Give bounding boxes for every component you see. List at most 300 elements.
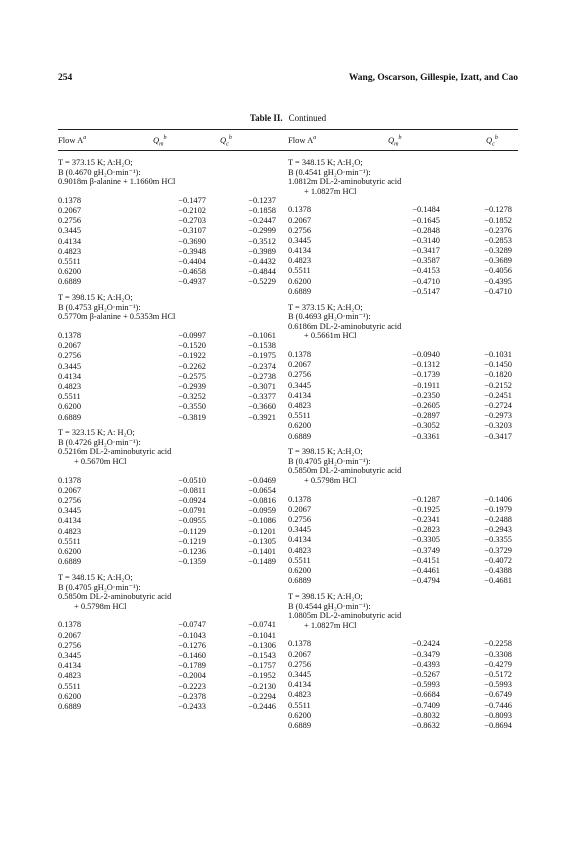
table-row bbox=[58, 351, 276, 361]
qc-cell: −0.4056 bbox=[484, 266, 512, 276]
table-row bbox=[288, 350, 512, 360]
qm-cell: −0.0997 bbox=[178, 331, 206, 341]
flow-cell: 0.2756 bbox=[58, 496, 82, 506]
qm-cell: −0.4461 bbox=[412, 566, 440, 576]
table-row bbox=[58, 412, 276, 422]
qm-cell: −0.4658 bbox=[178, 267, 206, 277]
qc-cell: −0.2130 bbox=[248, 681, 276, 691]
table-row bbox=[58, 630, 276, 640]
table-row bbox=[58, 537, 276, 547]
condition-block bbox=[288, 158, 514, 297]
table-row bbox=[58, 402, 276, 412]
header-flow-right: Flow $A^a$ bbox=[288, 135, 317, 145]
qm-cell: −0.2223 bbox=[178, 681, 206, 691]
table-row bbox=[58, 392, 276, 402]
flow-cell: 0.3445 bbox=[58, 226, 82, 236]
qm-cell: −0.3052 bbox=[412, 421, 440, 431]
qc-cell: −0.1031 bbox=[484, 350, 512, 360]
qc-cell: −0.4710 bbox=[484, 286, 512, 296]
data-table bbox=[288, 639, 512, 731]
flow-cell: 0.4823 bbox=[58, 671, 82, 681]
condition-line: 0.9018m β-alanine + 1.1660m HCl bbox=[58, 177, 176, 186]
qc-cell: −0.1975 bbox=[248, 351, 276, 361]
condition-block bbox=[58, 158, 284, 287]
table-row bbox=[288, 215, 512, 225]
flow-cell: 0.1378 bbox=[288, 350, 312, 360]
condition-line: B (0.4753 gH₂O·min⁻¹): bbox=[58, 302, 141, 312]
condition-block bbox=[288, 447, 514, 586]
qc-cell: −0.0741 bbox=[248, 620, 276, 630]
qm-cell: −0.1925 bbox=[412, 504, 440, 514]
flow-cell: 0.4823 bbox=[58, 246, 82, 256]
qm-cell: −0.2378 bbox=[178, 691, 206, 701]
qm-cell: −0.3417 bbox=[412, 246, 440, 256]
qm-cell: −0.1043 bbox=[178, 630, 206, 640]
flow-cell: 0.2067 bbox=[58, 630, 82, 640]
qm-cell: −0.2848 bbox=[412, 225, 440, 235]
flow-cell: 0.2067 bbox=[288, 215, 312, 225]
qm-cell: −0.3690 bbox=[178, 236, 206, 246]
qc-cell: −0.3512 bbox=[248, 236, 276, 246]
table-row bbox=[288, 380, 512, 390]
flow-cell: 0.4823 bbox=[58, 526, 82, 536]
table-row bbox=[288, 556, 512, 566]
qm-cell: −0.3479 bbox=[412, 649, 440, 659]
table-row bbox=[288, 421, 512, 431]
qm-cell: −0.3749 bbox=[412, 545, 440, 555]
condition-line: 0.6186m DL-2-aminobutyric acid bbox=[288, 321, 402, 331]
table-row bbox=[288, 710, 512, 720]
qc-cell: −0.3203 bbox=[484, 421, 512, 431]
table-row bbox=[288, 566, 512, 576]
flow-cell: 0.4134 bbox=[288, 535, 312, 545]
qc-cell: −0.1201 bbox=[248, 526, 276, 536]
table-row bbox=[58, 661, 276, 671]
qc-cell: −0.1858 bbox=[248, 206, 276, 216]
table-row bbox=[288, 205, 512, 215]
qc-cell: −0.3377 bbox=[248, 392, 276, 402]
flow-cell: 0.4134 bbox=[58, 371, 82, 381]
qm-cell: −0.4794 bbox=[412, 576, 440, 586]
table-row bbox=[58, 547, 276, 557]
table-header-row bbox=[58, 135, 518, 147]
condition-line: 0.5770m β-alanine + 0.5353m HCl bbox=[58, 312, 176, 322]
flow-cell: 0.3445 bbox=[58, 361, 82, 371]
condition-line: 1.0805m DL-2-aminobutyric acid bbox=[288, 611, 402, 621]
qm-cell: −0.3550 bbox=[178, 402, 206, 412]
header-qc-right: $Q_c^b$ bbox=[486, 135, 498, 148]
condition-line: + 1.0827m HCl bbox=[304, 620, 357, 630]
qm-cell: −0.1129 bbox=[178, 526, 206, 536]
condition-line: T = 398.15 K; A:H₂O; bbox=[288, 447, 363, 457]
table-caption-label: Table II. bbox=[249, 113, 283, 123]
qc-cell: −0.1278 bbox=[484, 205, 512, 215]
flow-cell: 0.6200 bbox=[58, 267, 82, 277]
flow-cell: 0.2067 bbox=[288, 360, 312, 370]
condition-block bbox=[288, 303, 514, 442]
qc-cell: −0.2999 bbox=[248, 226, 276, 236]
condition-line: B (0.4693 gH₂O·min⁻¹): bbox=[288, 312, 371, 322]
qc-cell: −0.1401 bbox=[248, 547, 276, 557]
condition-line: + 0.5798m HCl bbox=[74, 601, 127, 611]
qm-cell: −0.0924 bbox=[178, 496, 206, 506]
qm-cell: −0.2433 bbox=[178, 701, 206, 711]
table-row bbox=[288, 690, 512, 700]
condition-line: + 0.5670m HCl bbox=[74, 456, 127, 466]
flow-cell: 0.2067 bbox=[58, 485, 82, 495]
qc-cell: −0.6749 bbox=[484, 690, 512, 700]
condition-line: 0.5850m DL-2-aminobutyric acid bbox=[58, 592, 172, 602]
condition-line: B (0.4726 gH₂O·min⁻¹): bbox=[58, 437, 141, 447]
table-row bbox=[58, 475, 276, 485]
flow-cell: 0.6889 bbox=[58, 412, 82, 422]
table-top-rule bbox=[58, 129, 518, 130]
qc-cell: −0.4432 bbox=[248, 256, 276, 266]
qm-cell: −0.8632 bbox=[412, 720, 440, 730]
flow-cell: 0.4134 bbox=[58, 516, 82, 526]
table-row bbox=[58, 341, 276, 351]
condition-line: B (0.4544 gH₂O·min⁻¹): bbox=[288, 601, 371, 611]
qm-cell: −0.2823 bbox=[412, 525, 440, 535]
table-row bbox=[58, 506, 276, 516]
table-row bbox=[58, 206, 276, 216]
condition-line: B (0.4670 gH₂O·min⁻¹): bbox=[58, 167, 141, 177]
table-row bbox=[58, 640, 276, 650]
qc-cell: −0.1450 bbox=[484, 360, 512, 370]
flow-cell: 0.6889 bbox=[288, 576, 312, 586]
table-row bbox=[288, 276, 512, 286]
qm-cell: −0.5147 bbox=[412, 286, 440, 296]
qm-cell: −0.4153 bbox=[412, 266, 440, 276]
header-qc-left: $Q_c^b$ bbox=[220, 135, 232, 148]
table-row bbox=[58, 236, 276, 246]
table-row bbox=[288, 505, 512, 515]
flow-cell: 0.2756 bbox=[288, 659, 312, 669]
table-row bbox=[58, 382, 276, 392]
qm-cell: −0.4937 bbox=[178, 277, 206, 287]
table-row bbox=[288, 401, 512, 411]
qm-cell: −0.4151 bbox=[412, 555, 440, 565]
qc-cell: −0.0469 bbox=[248, 475, 276, 485]
qm-cell: −0.0791 bbox=[178, 506, 206, 516]
qc-cell: −0.2943 bbox=[484, 525, 512, 535]
qm-cell: −0.1477 bbox=[178, 195, 206, 205]
flow-cell: 0.2067 bbox=[288, 504, 312, 514]
qm-cell: −0.2897 bbox=[412, 411, 440, 421]
qc-cell: −0.2488 bbox=[484, 515, 512, 525]
table-row bbox=[58, 267, 276, 277]
qc-cell: −0.2294 bbox=[248, 691, 276, 701]
condition-line: B (0.4705 gH₂O·min⁻¹): bbox=[58, 582, 141, 592]
condition-line: 0.5850m DL-2-aminobutyric acid bbox=[288, 466, 402, 476]
table-row bbox=[288, 721, 512, 731]
flow-cell: 0.5511 bbox=[288, 700, 311, 710]
qc-cell: −0.0654 bbox=[248, 485, 276, 495]
qm-cell: −0.8032 bbox=[412, 710, 440, 720]
flow-cell: 0.6200 bbox=[58, 547, 82, 557]
flow-cell: 0.4134 bbox=[58, 661, 82, 671]
qm-cell: −0.2102 bbox=[178, 206, 206, 216]
qm-cell: −0.3107 bbox=[178, 226, 206, 236]
qm-cell: −0.0955 bbox=[178, 516, 206, 526]
table-row bbox=[288, 246, 512, 256]
flow-cell: 0.5511 bbox=[288, 266, 311, 276]
running-head bbox=[58, 73, 518, 87]
flow-cell: 0.2756 bbox=[58, 640, 82, 650]
qm-cell: −0.1236 bbox=[178, 547, 206, 557]
table-row bbox=[288, 535, 512, 545]
flow-cell: 0.3445 bbox=[58, 650, 82, 660]
condition-line: B (0.4541 gH₂O·min⁻¹): bbox=[288, 167, 371, 177]
table-row bbox=[58, 216, 276, 226]
qc-cell: −0.3989 bbox=[248, 246, 276, 256]
qm-cell: −0.5267 bbox=[412, 669, 440, 679]
condition-line: 1.0812m DL-2-aminobutyric acid bbox=[288, 177, 402, 186]
flow-cell: 0.6200 bbox=[288, 710, 312, 720]
flow-cell: 0.6889 bbox=[288, 720, 312, 730]
qm-cell: −0.2262 bbox=[178, 361, 206, 371]
condition-block bbox=[288, 592, 514, 731]
qc-cell: −0.1406 bbox=[484, 494, 512, 504]
qm-cell: −0.1276 bbox=[178, 640, 206, 650]
header-flow-left: Flow $A^a$ bbox=[58, 135, 87, 145]
flow-cell: 0.1378 bbox=[58, 475, 82, 485]
qm-cell: −0.0811 bbox=[178, 485, 206, 495]
qc-cell: −0.1757 bbox=[248, 661, 276, 671]
qc-cell: −0.0816 bbox=[248, 496, 276, 506]
condition-line: + 1.0827m HCl bbox=[304, 186, 357, 196]
table-header-rule bbox=[58, 150, 518, 151]
data-table bbox=[58, 196, 276, 288]
qc-cell: −0.8093 bbox=[484, 710, 512, 720]
qm-cell: −0.1789 bbox=[178, 661, 206, 671]
qc-cell: −0.4072 bbox=[484, 555, 512, 565]
table-row bbox=[288, 390, 512, 400]
table-row bbox=[58, 257, 276, 267]
header-qm-left: $Q_m^b$ bbox=[153, 135, 167, 148]
qm-cell: −0.2350 bbox=[412, 390, 440, 400]
flow-cell: 0.2756 bbox=[288, 515, 312, 525]
condition-line: T = 373.15 K; A:H₂O; bbox=[58, 158, 133, 167]
flow-cell: 0.4823 bbox=[58, 381, 82, 391]
qc-cell: −0.3071 bbox=[248, 381, 276, 391]
data-table bbox=[58, 620, 276, 712]
table-row bbox=[288, 266, 512, 276]
table-row bbox=[288, 431, 512, 441]
qm-cell: −0.1911 bbox=[412, 380, 440, 390]
qm-cell: −0.3819 bbox=[178, 412, 206, 422]
qm-cell: −0.4393 bbox=[412, 659, 440, 669]
flow-cell: 0.1378 bbox=[288, 494, 312, 504]
qm-cell: −0.2575 bbox=[178, 371, 206, 381]
qc-cell: −0.3660 bbox=[248, 402, 276, 412]
qm-cell: −0.1645 bbox=[412, 215, 440, 225]
table-row bbox=[58, 557, 276, 567]
table-row bbox=[58, 331, 276, 341]
data-table bbox=[288, 350, 512, 442]
qm-cell: −0.1460 bbox=[178, 650, 206, 660]
table-row bbox=[288, 256, 512, 266]
qm-cell: −0.2341 bbox=[412, 515, 440, 525]
header-qm-right: $Q_m^b$ bbox=[388, 135, 402, 148]
flow-cell: 0.4134 bbox=[288, 680, 312, 690]
qc-cell: −0.7446 bbox=[484, 700, 512, 710]
table-row bbox=[58, 691, 276, 701]
qc-cell: −0.2853 bbox=[484, 235, 512, 245]
qc-cell: −0.1820 bbox=[484, 370, 512, 380]
table-row bbox=[288, 659, 512, 669]
qm-cell: −0.0510 bbox=[178, 475, 206, 485]
qc-cell: −0.1305 bbox=[248, 536, 276, 546]
flow-cell: 0.3445 bbox=[288, 525, 312, 535]
flow-cell: 0.4134 bbox=[288, 246, 312, 256]
qc-cell: −0.1538 bbox=[248, 341, 276, 351]
qc-cell: −0.3417 bbox=[484, 431, 512, 441]
qc-cell: −0.1086 bbox=[248, 516, 276, 526]
condition-line: 0.5216m DL-2-aminobutyric acid bbox=[58, 447, 172, 457]
qc-cell: −0.3308 bbox=[484, 649, 512, 659]
flow-cell: 0.4823 bbox=[288, 256, 312, 266]
qm-cell: −0.6684 bbox=[412, 690, 440, 700]
qm-cell: −0.3140 bbox=[412, 235, 440, 245]
qc-cell: −0.4681 bbox=[484, 576, 512, 586]
qc-cell: −0.3921 bbox=[248, 412, 276, 422]
qm-cell: −0.2605 bbox=[412, 400, 440, 410]
table-row bbox=[288, 515, 512, 525]
qc-cell: −0.4844 bbox=[248, 267, 276, 277]
flow-cell: 0.2756 bbox=[58, 216, 82, 226]
table-row bbox=[288, 370, 512, 380]
flow-cell: 0.1378 bbox=[288, 639, 312, 649]
table-row bbox=[288, 680, 512, 690]
qc-cell: −0.2724 bbox=[484, 400, 512, 410]
qm-cell: −0.0747 bbox=[178, 620, 206, 630]
condition-line: + 0.5661m HCl bbox=[304, 331, 357, 341]
qm-cell: −0.1520 bbox=[178, 341, 206, 351]
flow-cell: 0.6889 bbox=[58, 557, 82, 567]
qc-cell: −0.2258 bbox=[484, 639, 512, 649]
qc-cell: −0.2152 bbox=[484, 380, 512, 390]
table-row bbox=[288, 525, 512, 535]
flow-cell: 0.2067 bbox=[58, 206, 82, 216]
qc-cell: −0.1061 bbox=[248, 331, 276, 341]
qm-cell: −0.1484 bbox=[412, 205, 440, 215]
qm-cell: −0.1739 bbox=[412, 370, 440, 380]
qc-cell: −0.1952 bbox=[248, 671, 276, 681]
qm-cell: −0.2703 bbox=[178, 216, 206, 226]
condition-line: T = 398.15 K; A:H₂O; bbox=[288, 592, 363, 602]
table-row bbox=[58, 651, 276, 661]
qm-cell: −0.4710 bbox=[412, 276, 440, 286]
data-table bbox=[58, 475, 276, 567]
qc-cell: −0.3729 bbox=[484, 545, 512, 555]
condition-line: T = 373.15 K; A:H₂O; bbox=[288, 302, 363, 312]
qc-cell: −0.2451 bbox=[484, 390, 512, 400]
flow-cell: 0.2067 bbox=[58, 341, 82, 351]
flow-cell: 0.5511 bbox=[288, 411, 311, 421]
table-row bbox=[58, 681, 276, 691]
flow-cell: 0.3445 bbox=[288, 380, 312, 390]
flow-cell: 0.4134 bbox=[288, 390, 312, 400]
condition-line: T = 398.15 K; A:H₂O; bbox=[58, 293, 133, 303]
flow-cell: 0.5511 bbox=[58, 536, 81, 546]
qc-cell: −0.3289 bbox=[484, 246, 512, 256]
qc-cell: −0.2738 bbox=[248, 371, 276, 381]
table-row bbox=[58, 361, 276, 371]
table-row bbox=[288, 411, 512, 421]
condition-block bbox=[58, 573, 284, 712]
qm-cell: −0.2004 bbox=[178, 671, 206, 681]
qm-cell: −0.1219 bbox=[178, 536, 206, 546]
qm-cell: −0.4404 bbox=[178, 256, 206, 266]
qm-cell: −0.7409 bbox=[412, 700, 440, 710]
table-caption bbox=[0, 113, 576, 123]
qc-cell: −0.1237 bbox=[248, 195, 276, 205]
qc-cell: −0.5172 bbox=[484, 669, 512, 679]
table-row bbox=[288, 576, 512, 586]
flow-cell: 0.4134 bbox=[58, 236, 82, 246]
qc-cell: −0.3689 bbox=[484, 256, 512, 266]
table-row bbox=[288, 225, 512, 235]
condition-line: T = 348.15 K; A:H₂O; bbox=[288, 158, 363, 167]
flow-cell: 0.1378 bbox=[58, 195, 82, 205]
qm-cell: −0.1922 bbox=[178, 351, 206, 361]
condition-block bbox=[58, 428, 284, 567]
qc-cell: −0.2446 bbox=[248, 701, 276, 711]
table-row bbox=[58, 277, 276, 287]
data-table bbox=[288, 494, 512, 586]
qc-cell: −0.4388 bbox=[484, 566, 512, 576]
condition-line: T = 348.15 K; A:H₂O; bbox=[58, 573, 133, 583]
qm-cell: −0.2939 bbox=[178, 381, 206, 391]
flow-cell: 0.2756 bbox=[288, 225, 312, 235]
qc-cell: −0.1543 bbox=[248, 650, 276, 660]
table-row bbox=[288, 700, 512, 710]
qc-cell: −0.1306 bbox=[248, 640, 276, 650]
flow-cell: 0.4823 bbox=[288, 400, 312, 410]
table-caption-text: Continued bbox=[288, 113, 327, 123]
qc-cell: −0.0959 bbox=[248, 506, 276, 516]
table-row bbox=[288, 649, 512, 659]
table-column-right bbox=[288, 158, 514, 737]
flow-cell: 0.2756 bbox=[288, 370, 312, 380]
table-row bbox=[288, 360, 512, 370]
qc-cell: −0.8694 bbox=[484, 720, 512, 730]
condition-line: T = 323.15 K; A: H₂O; bbox=[58, 428, 135, 438]
flow-cell: 0.3445 bbox=[58, 506, 82, 516]
flow-cell: 0.6200 bbox=[288, 276, 312, 286]
table-row bbox=[288, 287, 512, 297]
qc-cell: −0.4279 bbox=[484, 659, 512, 669]
table-row bbox=[288, 236, 512, 246]
flow-cell: 0.1378 bbox=[58, 331, 82, 341]
qc-cell: −0.1979 bbox=[484, 504, 512, 514]
qc-cell: −0.3355 bbox=[484, 535, 512, 545]
table-row bbox=[58, 246, 276, 256]
table-row bbox=[58, 196, 276, 206]
flow-cell: 0.6889 bbox=[288, 286, 312, 296]
qm-cell: −0.3361 bbox=[412, 431, 440, 441]
qc-cell: −0.1852 bbox=[484, 215, 512, 225]
qm-cell: −0.1359 bbox=[178, 557, 206, 567]
table-row bbox=[288, 639, 512, 649]
qc-cell: −0.1489 bbox=[248, 557, 276, 567]
flow-cell: 0.5511 bbox=[58, 256, 81, 266]
data-table bbox=[58, 331, 276, 423]
flow-cell: 0.5511 bbox=[58, 681, 81, 691]
running-head-authors: Wang, Oscarson, Gillespie, Izatt, and Cao bbox=[348, 73, 518, 83]
qc-cell: −0.4395 bbox=[484, 276, 512, 286]
